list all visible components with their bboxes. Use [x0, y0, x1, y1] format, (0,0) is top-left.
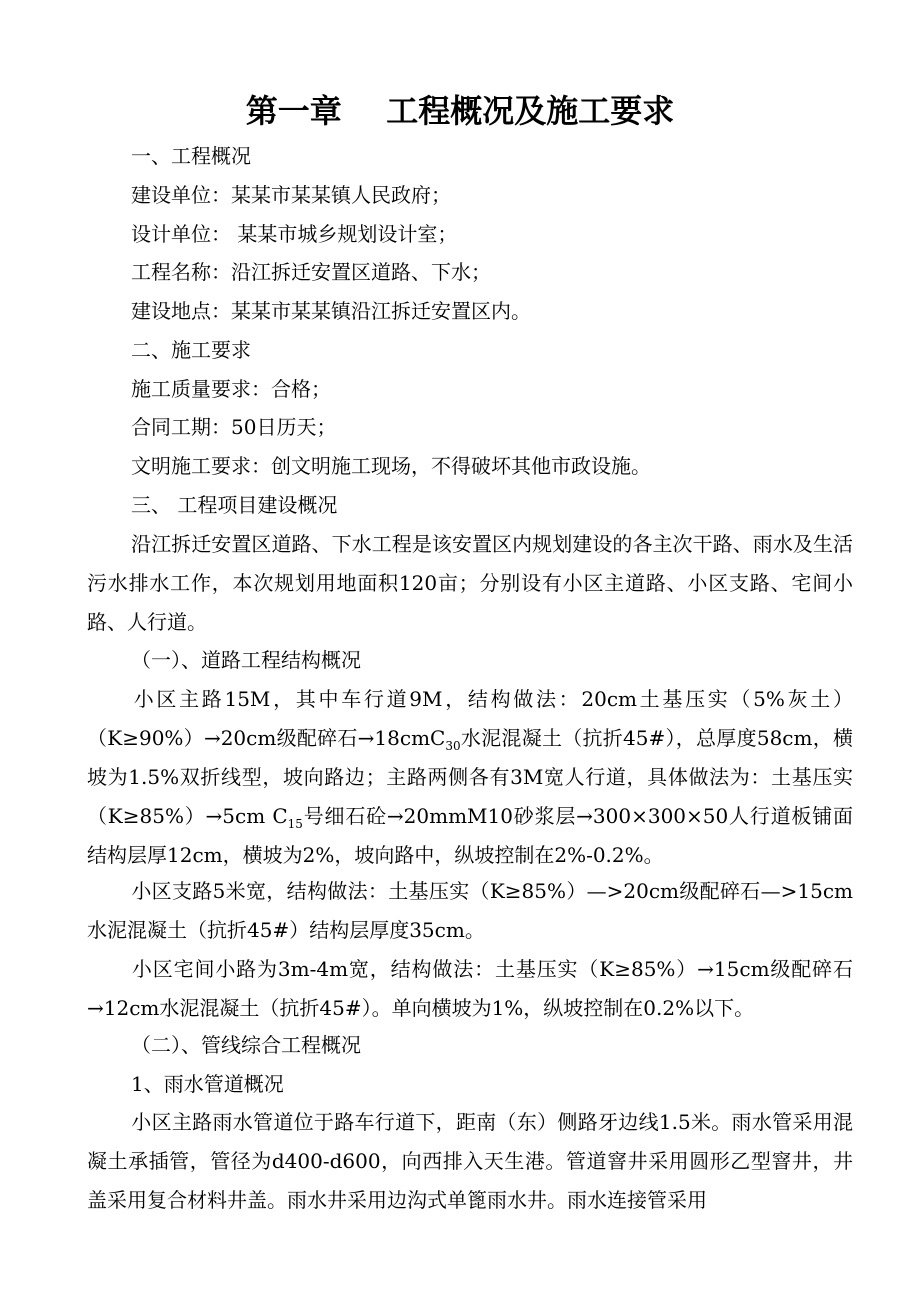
alley-road-text: 小区宅间小路为3m-4m宽，结构做法：土基压实（K≥85%）→15cm级配碎石→12cm水泥混凝土（抗折45#）。单向横坡为1%，纵坡控制在0.2%以下。 — [87, 957, 853, 1020]
project-heading: 三、 工程项目建设概况 — [131, 493, 338, 517]
requirements-heading: 二、施工要求 — [131, 338, 251, 362]
rain-pipe-paragraph — [87, 1103, 853, 1220]
main-road-text-1: 小区主路15M，其中车行道9M，结构做法：20cm土基压实（5%灰土）（K≥90%）→20cm级配碎石→18cmC — [87, 687, 853, 750]
main-road-text-2: 水泥混凝土（抗折45#），总厚度58cm，横坡为1.5%双折线型，坡向路边；主路两侧各有3M宽人行道，具体做法为：土基压实（K≥85%）→5cm C — [87, 726, 853, 828]
main-road-text-3: 号细石砼→20mmM10砂浆层→300×300×50人行道板铺面结构层厚12cm，横坡为2%，坡向路中，纵坡控制在2%-0.2%。 — [87, 804, 854, 867]
rain-pipe-text: 小区主路雨水管道位于路车行道下，距南（东）侧路牙边线1.5米。雨水管采用混凝土承插管，管径为d400-d600，向西排入天生港。管道窨井采用圆形乙型窨井，井盖采用复合材料井盖。雨水井采用边沟式单篦雨水井。雨水连接管采用 — [87, 1110, 853, 1212]
overview-heading: 一、工程概况 — [131, 144, 251, 168]
designer-line: 设计单位： 某某市城乡规划设计室； — [131, 222, 458, 246]
quality-line: 施工质量要求：合格； — [131, 377, 331, 401]
concrete-grade-subscript: 30 — [445, 739, 461, 753]
main-road-paragraph — [87, 680, 853, 875]
alley-road-paragraph — [87, 950, 853, 1028]
branch-road-text: 小区支路5米宽，结构做法：土基压实（K≥85%）—>20cm级配碎石—>15cm水泥混凝土（抗折45#）结构层厚度35cm。 — [87, 879, 853, 942]
project-name-line: 工程名称：沿江拆迁安置区道路、下水； — [131, 260, 491, 284]
civilized-line: 文明施工要求：创文明施工现场，不得破坏其他市政设施。 — [131, 454, 651, 478]
location-line: 建设地点：某某市某某镇沿江拆迁安置区内。 — [131, 299, 531, 323]
rain-pipe-heading: 1、雨水管道概况 — [131, 1072, 284, 1096]
project-intro-paragraph — [87, 525, 853, 642]
duration-line: 合同工期：50日历天； — [131, 415, 337, 439]
road-section-heading: （一）、道路工程结构概况 — [131, 648, 361, 672]
branch-road-paragraph — [87, 872, 853, 950]
pipeline-section-heading: （二）、管线综合工程概况 — [131, 1033, 361, 1057]
mortar-grade-subscript: 15 — [287, 817, 303, 831]
builder-line: 建设单位：某某市某某镇人民政府； — [131, 183, 451, 207]
chapter-title: 第一章 工程概况及施工要求 — [245, 92, 675, 130]
project-intro-text: 沿江拆迁安置区道路、下水工程是该安置区内规划建设的各主次干路、雨水及生活污水排水工作，本次规划用地面积120亩；分别设有小区主道路、小区支路、宅间小路、人行道。 — [87, 532, 853, 634]
